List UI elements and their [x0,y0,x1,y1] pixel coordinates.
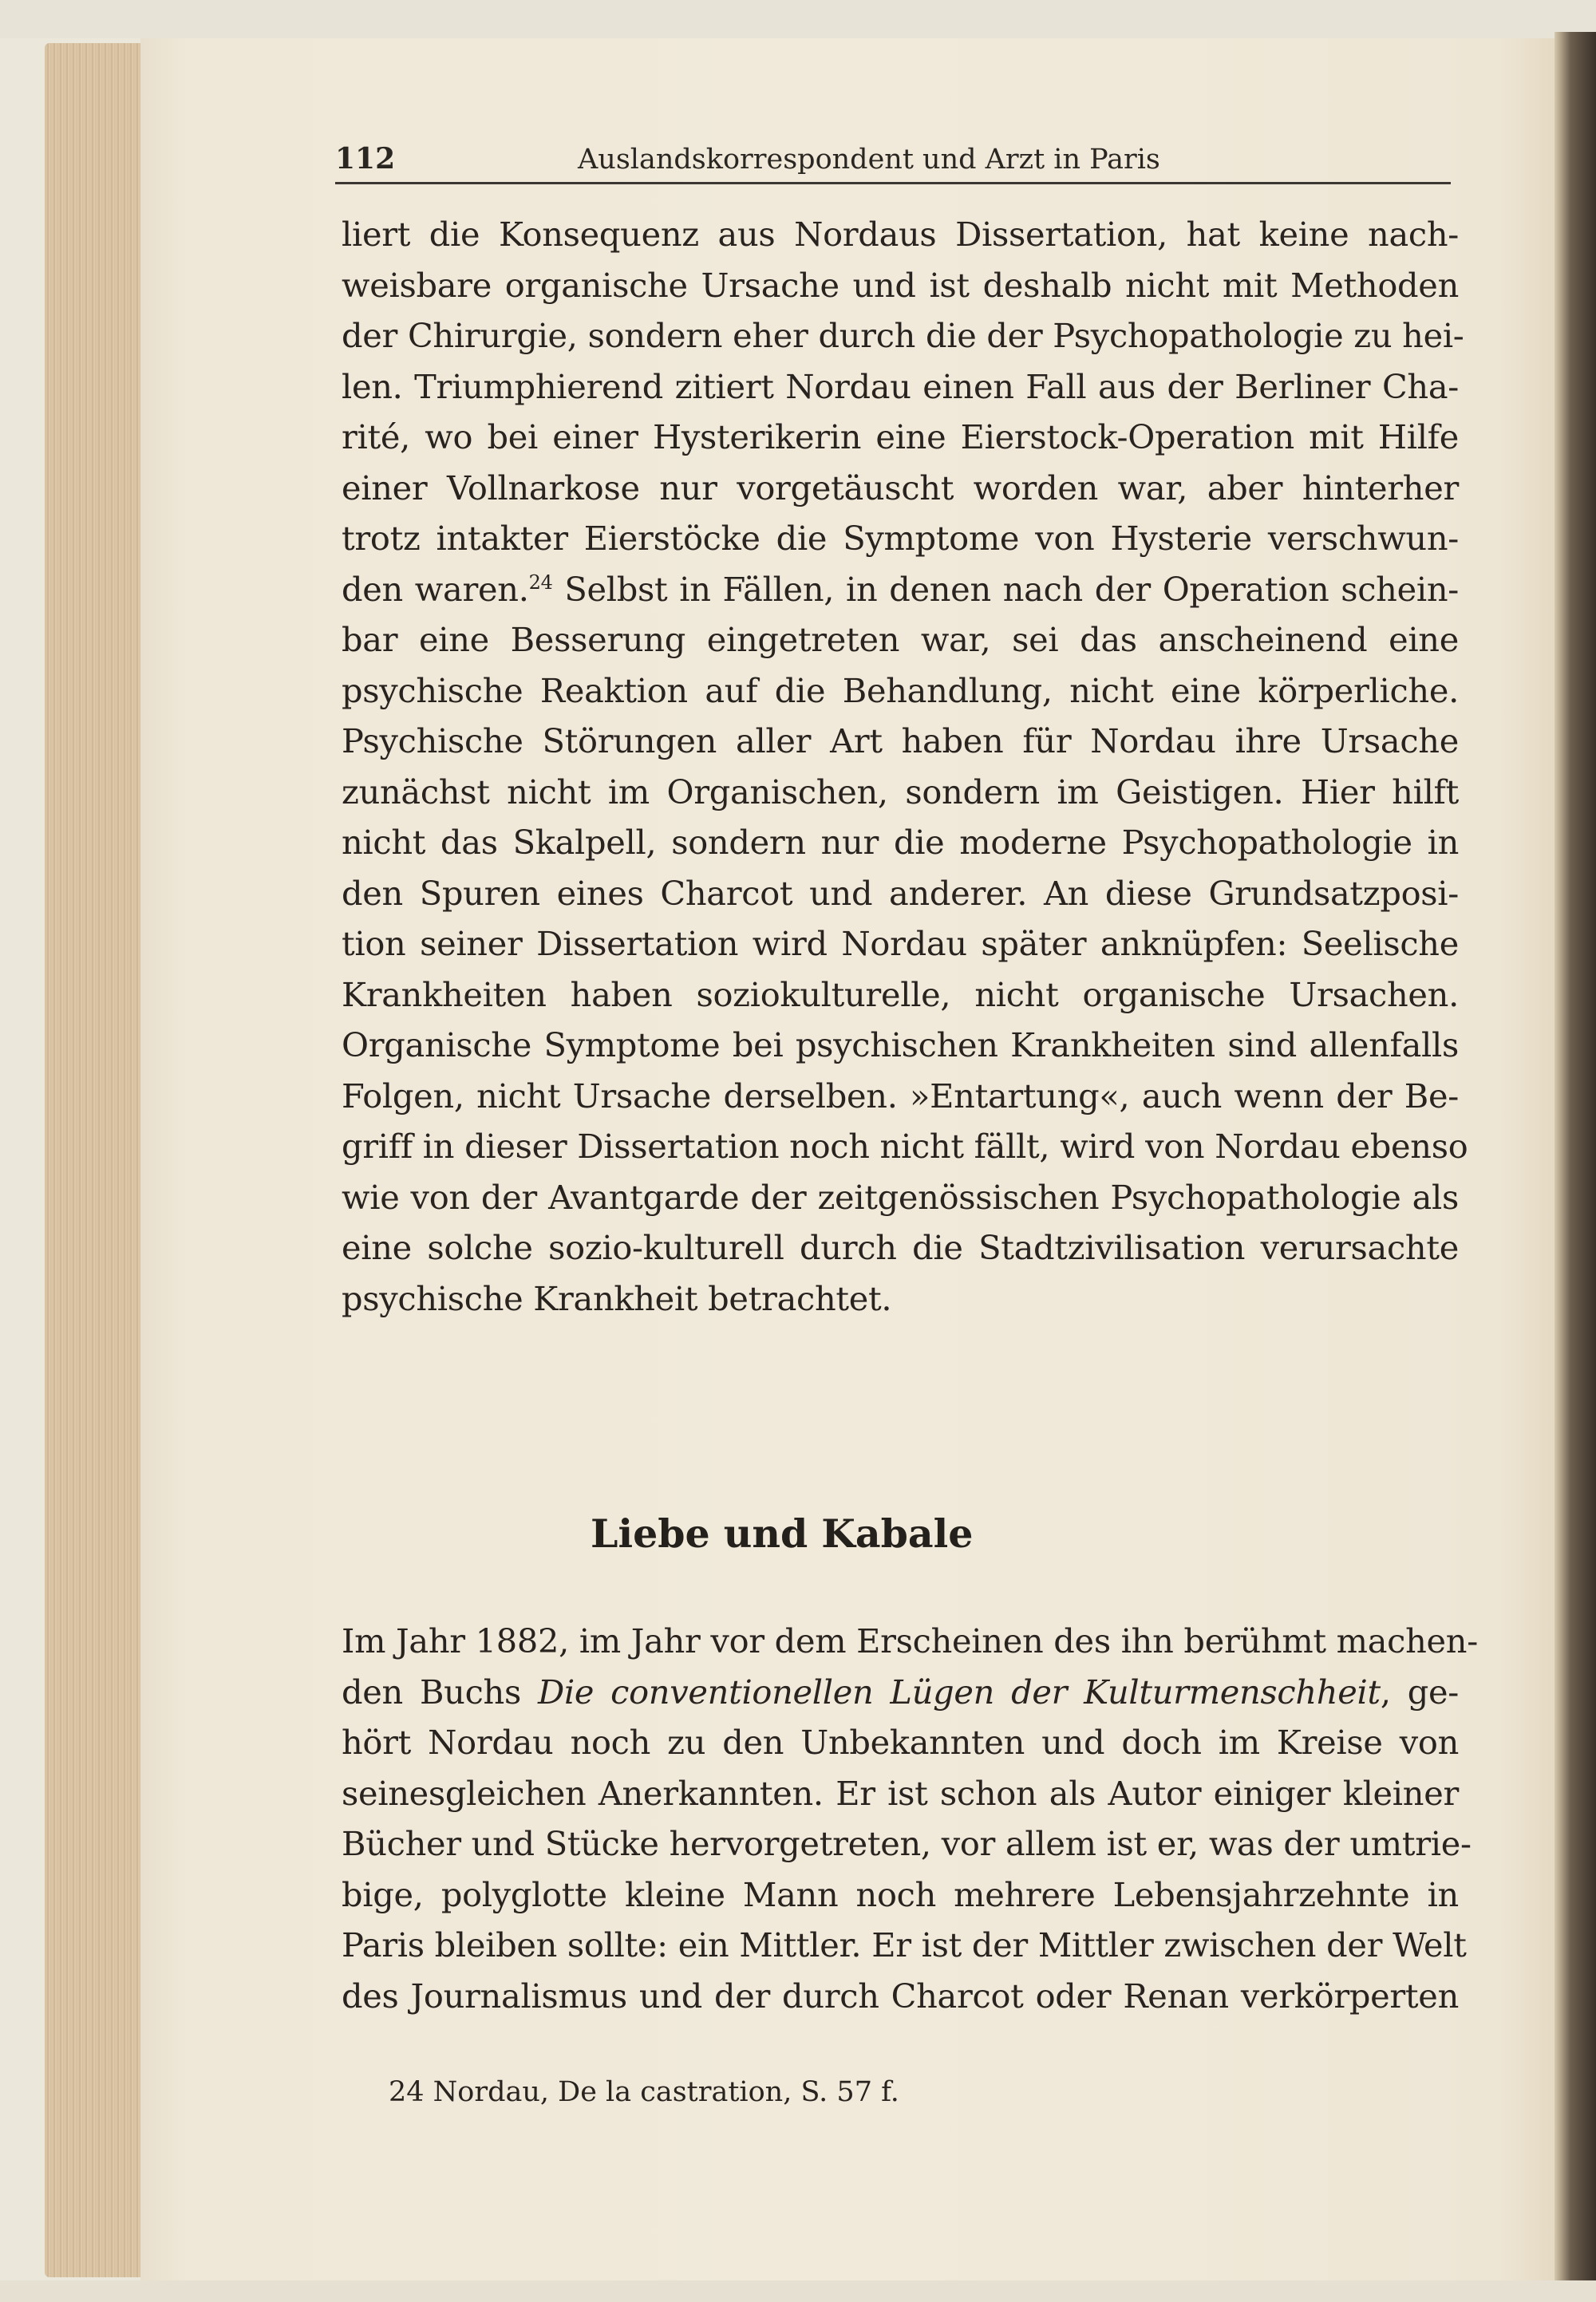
text-line: bar eine Besserung eingetreten war, sei das anscheinend eine [342,620,1459,659]
text-line: zunächst nicht im Organischen, sondern im Geistigen. Hier hilft [342,772,1459,811]
text-line: nicht das Skalpell, sondern nur die moderne Psychopathologie in [342,823,1459,862]
text-line: Organische Symptome bei psychischen Krankheiten sind allenfalls [342,1025,1459,1064]
text-line: hört Nordau noch zu den Unbekannten und doch im Kreise von [342,1723,1459,1762]
text-line: tion seiner Dissertation wird Nordau später anknüpfen: Seelische [342,924,1459,963]
book-title: Die conventionellen Lügen der Kulturmenschheit [537,1672,1381,1712]
book-spine [1555,32,1596,2302]
text-line: psychische Krankheit betrachtet. [342,1278,892,1318]
text-line: Psychische Störungen aller Art haben für Nordau ihre Ursache [342,721,1459,760]
footnote: 24 Nordau, De la castration, S. 57 f. [389,2076,899,2108]
text-line: bige, polyglotte kleine Mann noch mehrere Lebensjahrzehnte in [342,1874,1459,1914]
text-line: eine solche sozio-kulturell durch die Stadtzivilisation verursachte [342,1228,1459,1267]
text-line: liert die Konsequenz aus Nordaus Dissertation, hat keine nach- [342,215,1459,254]
body-paragraph-1 [342,209,1468,1324]
text-fragment: den waren. [342,569,529,609]
text-fragment: den Buchs [342,1672,538,1712]
scanner-background-top [0,0,1596,38]
text-line: Krankheiten haben soziokulturelle, nicht organische Ursachen. [342,974,1459,1014]
section-heading: Liebe und Kabale [591,1510,974,1557]
text-line: den Spuren eines Charcot und anderer. An diese Grundsatzposi- [342,873,1459,913]
text-line: einer Vollnarkose nur vorgetäuscht worden war, aber hinterher [342,468,1459,507]
text-line: Im Jahr 1882, im Jahr vor dem Erscheinen des ihn berühmt machen- [342,1621,1478,1660]
page-edges [45,43,144,2277]
text-fragment: Selbst in Fällen, in denen nach der Operation schein- [552,569,1459,609]
scanner-background-bottom [0,2280,1596,2302]
text-line: des Journalismus und der durch Charcot oder Renan verkörperten [342,1976,1459,2016]
text-line: weisbare organische Ursache und ist deshalb nicht mit Methoden [342,265,1459,305]
text-line: Paris bleiben sollte: ein Mittler. Er ist der Mittler zwischen der Welt [342,1925,1467,1964]
page-header [335,134,1451,184]
body-paragraph-2 [342,1616,1478,2021]
text-line: seinesgleichen Anerkannten. Er ist schon als Autor einiger kleiner [342,1773,1459,1813]
text-line: wie von der Avantgarde der zeitgenössischen Psychopathologie als [342,1177,1459,1217]
page-number: 112 [335,142,396,176]
text-line: Folgen, nicht Ursache derselben. »Entartung«, auch wenn der Be- [342,1076,1459,1115]
text-line: len. Triumphierend zitiert Nordau einen Fall aus der Berliner Cha- [342,366,1459,406]
text-line: psychische Reaktion auf die Behandlung, nicht eine körperliche. [342,670,1459,710]
text-line: trotz intakter Eierstöcke die Symptome von Hysterie verschwun- [342,519,1459,558]
text-line [342,564,1459,615]
footnote-marker: 24 [528,571,553,594]
text-line: griff in dieser Dissertation noch nicht fällt, wird von Nordau ebenso [342,1127,1468,1166]
text-line: der Chirurgie, sondern eher durch die der Psychopathologie zu hei- [342,316,1464,355]
text-fragment: , ge- [1380,1672,1459,1712]
text-line [342,1667,1459,1718]
text-line: Bücher und Stücke hervorgetreten, vor allem ist er, was der umtrie- [342,1824,1472,1863]
text-line: rité, wo bei einer Hysterikerin eine Eierstock-Operation mit Hilfe [342,417,1459,456]
running-title: Auslandskorrespondent und Arzt in Paris [578,144,1160,176]
